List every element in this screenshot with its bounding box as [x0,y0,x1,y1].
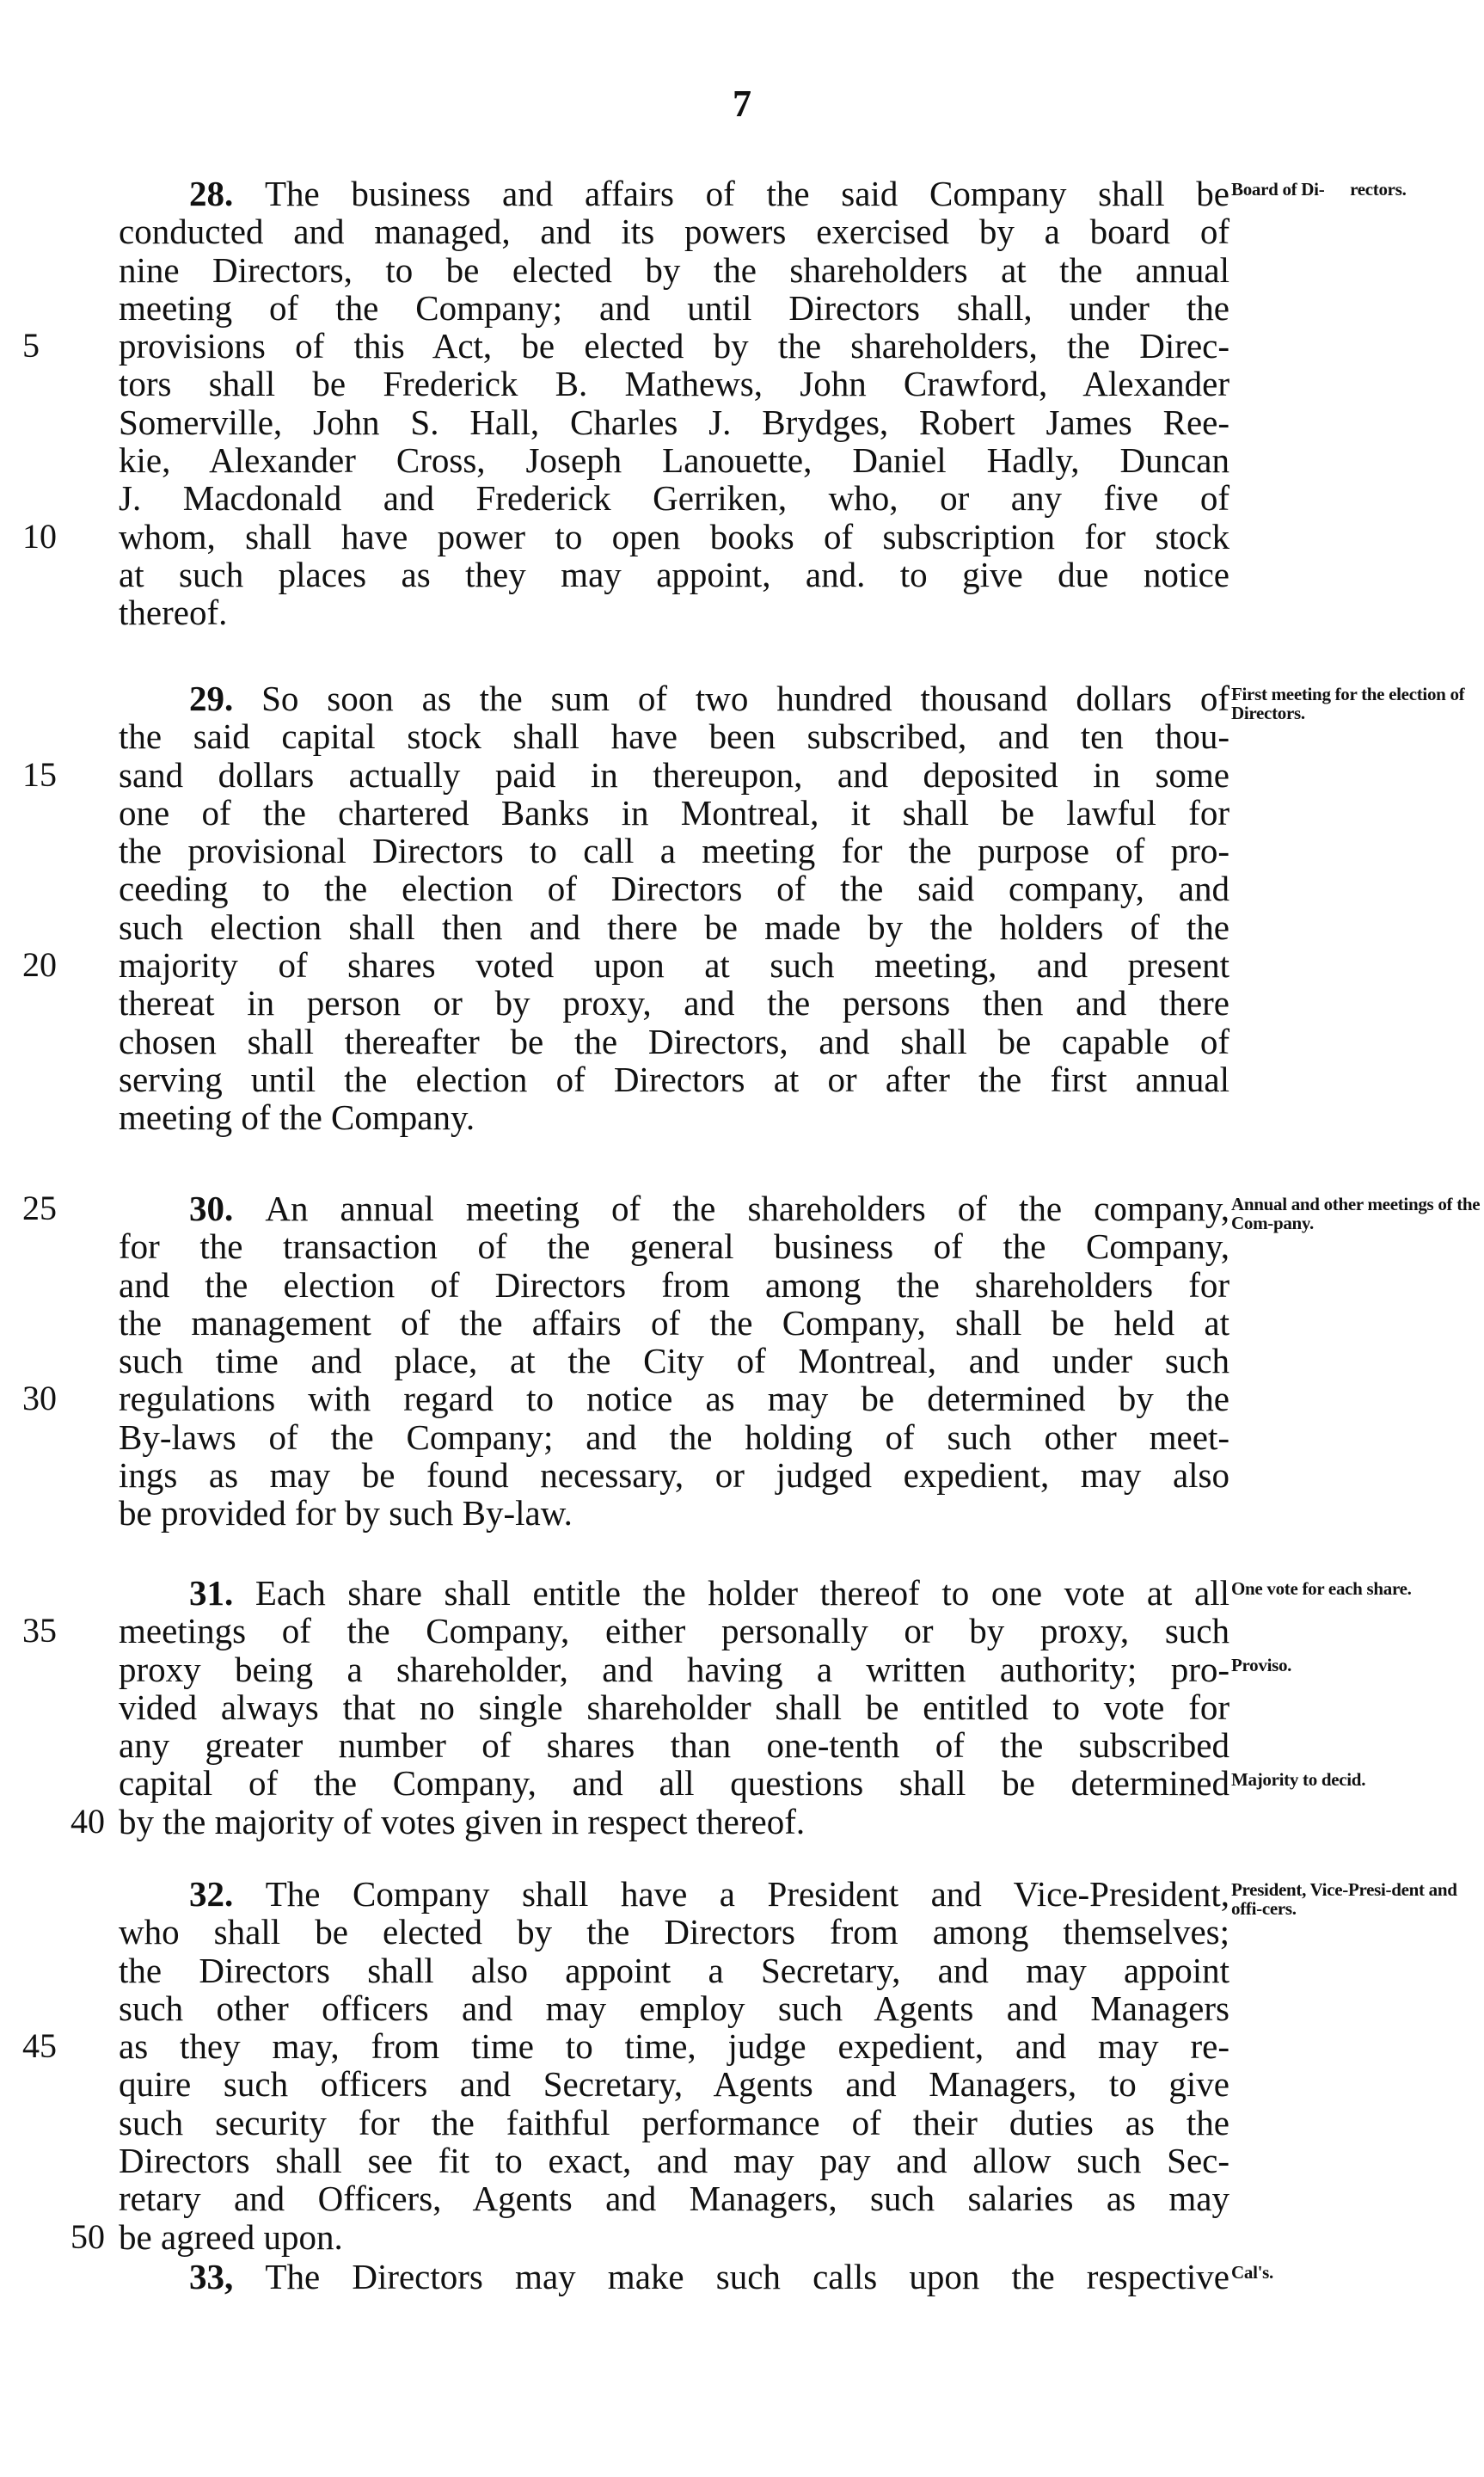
line-text: such election shall then and there be made by the holders of the [119,907,1230,947]
line-text: the said capital stock shall have been subscribed, and ten thou- [119,716,1230,757]
text-line [119,1650,1230,1688]
section-29 [22,679,1230,1138]
text-line [119,1456,1230,1494]
line-number: 40 [71,1801,105,1841]
section-31 [22,1573,1230,1841]
text-line [71,2216,1230,2257]
line-text: Somerville, John S. Hall, Charles J. Brydges, Robert James Ree- [119,402,1230,442]
line-text: at such places as they may appoint, and. to give due notice [119,554,1230,594]
text-line [22,1189,1230,1228]
line-text: The Directors may make such calls upon the respective [265,2257,1230,2296]
line-text: sand dollars actually paid in thereupon, and deposited in some [119,754,1230,795]
line-text: majority of shares voted upon at such meeting, and present [119,945,1230,986]
line-text: The Company shall have a President and Vice-President, [265,1874,1230,1914]
text-line [119,2104,1230,2142]
line-text: for the transaction of the general business of the Company, [119,1226,1230,1267]
text-line [22,945,1230,986]
line-number: 5 [22,326,40,366]
text-line [119,1023,1230,1060]
line-text: vided always that no single shareholder shall be entitled to vote for [119,1687,1230,1727]
text-line [22,754,1230,795]
line-text: regulations with regard to notice as may be determined by the [119,1379,1230,1419]
margin-note: Proviso. [1231,1654,1292,1675]
line-text: any greater number of shares than one-tenth of the subscribed [119,1725,1230,1766]
line-number: 20 [22,945,57,985]
line-text: as they may, from time to time, judge expedient, and may re- [119,2026,1230,2067]
line-text: the management of the affairs of the Company, shall be held at [119,1302,1230,1343]
margin-note: One vote for each share. [1231,1578,1412,1599]
text-line [119,908,1230,946]
line-number: 45 [22,2026,57,2066]
line-number: 50 [71,2216,105,2256]
margin-note: First meeting for the election of Directors. [1231,684,1465,723]
text-line [22,1611,1230,1651]
text-line [119,1304,1230,1342]
text-line [119,870,1230,907]
text-line [119,1060,1230,1098]
text-line [119,175,1230,212]
text-line [119,2142,1230,2179]
text-line [119,1494,1230,1532]
line-text: meetings of the Company, either personally or by proxy, such [119,1611,1230,1651]
text-line [119,2258,1230,2296]
text-line [119,1913,1230,1951]
line-number: 30 [22,1379,57,1418]
text-line [119,593,1230,631]
text-line [119,717,1230,755]
line-text: capital of the Company, and all questions shall be determined [119,1763,1230,1804]
line-text: the provisional Directors to call a meeting for the purpose of pro- [119,831,1230,871]
line-text: By-laws of the Company; and the holding of such other meet- [119,1417,1230,1457]
line-number: 25 [22,1189,57,1227]
text-line [119,832,1230,870]
line-text: be provided for by such By-law. [119,1493,573,1534]
line-number: 35 [22,1611,57,1650]
line-text: whom, shall have power to open books of subscription for stock [119,516,1230,556]
line-text: thereof. [119,593,228,633]
text-line [119,1342,1230,1380]
text-line [119,1951,1230,1989]
section-28 [22,174,1230,633]
line-text: who shall be elected by the Directors from among themselves; [119,1912,1230,1952]
text-line [119,251,1230,289]
text-line [119,479,1230,517]
section-number: 32. [189,1874,266,1914]
section-number: 28. [189,174,265,213]
section-30 [22,1189,1230,1534]
text-line [119,1989,1230,2027]
text-line [22,1379,1230,1419]
line-text: the Directors shall also appoint a Secretary, and may appoint [119,1950,1230,1990]
text-line [119,403,1230,441]
text-line [119,984,1230,1022]
page-number: 7 [733,83,751,125]
margin-note: Majority to decid. [1231,1768,1366,1790]
line-text: such other officers and may employ such Agents and Managers [119,1988,1230,2028]
text-line [119,1875,1230,1913]
line-text: tors shall be Frederick B. Mathews, John Crawford, Alexander [119,364,1230,404]
line-text: serving until the election of Directors at or after the first annual [119,1059,1230,1099]
line-text: provisions of this Act, be elected by the shareholders, the Direc- [119,326,1230,366]
line-text: J. Macdonald and Frederick Gerriken, who, or any five of [119,478,1230,519]
line-text: be agreed upon. [119,2216,343,2257]
section-number: 33, [189,2257,266,2296]
line-text: So soon as the sum of two hundred thousand dollars of [261,679,1230,718]
line-text: one of the chartered Banks in Montreal, it shall be lawful for [119,792,1230,833]
text-line [71,1801,1230,1841]
line-text: chosen shall thereafter be the Directors, and shall be capable of [119,1021,1230,1061]
line-text: kie, Alexander Cross, Joseph Lanouette, Daniel Hadly, Duncan [119,440,1230,481]
text-line [22,2026,1230,2067]
line-text: thereat in person or by proxy, and the persons then and there [119,983,1230,1023]
text-line [119,1418,1230,1456]
line-text: proxy being a shareholder, and having a written authority; pro- [119,1649,1230,1689]
line-text: nine Directors, to be elected by the shareholders at the annual [119,249,1230,290]
line-text: such time and place, at the City of Montreal, and under such [119,1341,1230,1381]
text-line [119,365,1230,403]
section-32 [22,1874,1230,2257]
line-text: meeting of the Company; and until Directors shall, under the [119,287,1230,328]
text-line [119,289,1230,327]
line-text: retary and Officers, Agents and Managers, such salaries as may [119,2179,1230,2219]
margin-note: Board of Di- rectors. [1231,179,1407,200]
line-text: meeting of the Company. [119,1097,475,1138]
line-text: Each share shall entitle the holder thereof to one vote at all [254,1573,1230,1613]
text-line [22,516,1230,556]
text-line [119,1098,1230,1136]
section-number: 31. [189,1573,255,1613]
line-text: conducted and managed, and its powers exercised by a board of [119,212,1230,252]
line-text: by the majority of votes given in respect thereof. [119,1801,806,1841]
text-line [119,1764,1230,1802]
text-line [22,326,1230,366]
text-line [119,441,1230,479]
text-line [119,2179,1230,2217]
text-line [119,1227,1230,1265]
section-number: 29. [189,679,262,718]
line-text: quire such officers and Secretary, Agents and Managers, to give [119,2064,1230,2105]
text-line [119,2065,1230,2103]
text-line [119,1726,1230,1764]
margin-note: Annual and other meetings of the Com-pany. [1231,1194,1481,1233]
text-line [119,679,1230,717]
margin-note: President, Vice-Presi-dent and offi-cers. [1231,1879,1457,1919]
text-line [119,212,1230,250]
text-line [119,1688,1230,1726]
text-line [119,1266,1230,1304]
line-number: 10 [22,516,57,556]
line-text: and the election of Directors from among the shareholders for [119,1264,1230,1305]
section-33 [119,2258,1230,2296]
text-line [119,794,1230,832]
section-number: 30. [189,1189,266,1228]
line-text: ceeding to the election of Directors of the said company, and [119,869,1230,909]
line-text: The business and affairs of the said Company shall be [264,174,1230,213]
line-text: Directors shall see fit to exact, and may pay and allow such Sec- [119,2141,1230,2181]
text-line [119,556,1230,593]
text-line [119,1574,1230,1612]
line-text: ings as may be found necessary, or judged expedient, may also [119,1455,1230,1496]
line-text: such security for the faithful performance of their duties as the [119,2102,1230,2142]
margin-note: Cal's. [1231,2262,1273,2283]
line-number: 15 [22,754,57,794]
line-text: An annual meeting of the shareholders of the company, [265,1189,1230,1228]
